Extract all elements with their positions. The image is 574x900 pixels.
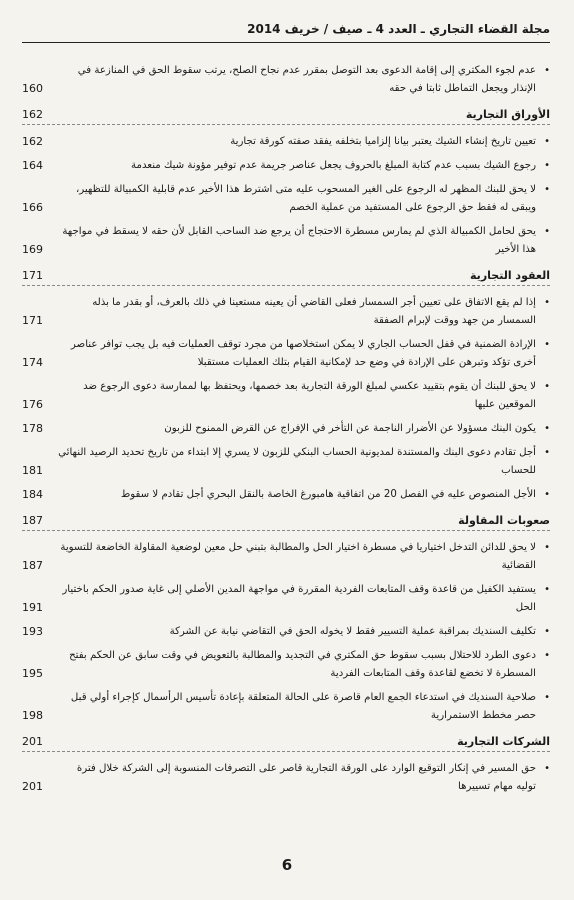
section-title: صعوبات المقاولة: [458, 514, 550, 527]
section-heading: [22, 510, 550, 531]
bullet-icon: •: [544, 489, 550, 500]
bullet-icon: •: [544, 584, 550, 595]
entry-page-number: 201: [22, 735, 43, 748]
entry-page-number: 169: [22, 243, 43, 256]
toc-entry: [22, 62, 550, 98]
toc-entry: [22, 157, 550, 175]
entry-text: أجل تقادم دعوى البنك والمستندة لمديونية الحساب البنكي للزبون لا يسري إلا ابتداء من تاريخ تحديد الرصيد النهائي للحساب: [58, 447, 536, 476]
bullet-icon: •: [544, 423, 550, 434]
entry-text: لا يحق للبنك أن يقوم بتقييد عكسي لمبلغ الورقة التجارية بعد خصمها، ويحتفظ بها لممارسة دعوى الرجوع ضد الموقعين عليها: [83, 381, 536, 410]
section-heading: [22, 265, 550, 286]
entry-page-number: 164: [22, 159, 43, 172]
bullet-icon: •: [544, 160, 550, 171]
toc-entry: [22, 444, 550, 480]
bullet-icon: •: [544, 692, 550, 703]
page-number: 6: [281, 856, 293, 874]
entry-text: يكون البنك مسؤولا عن الأضرار الناجمة عن التأخر في الإفراج عن القرض الممنوح للزبون: [164, 423, 536, 434]
entry-text: دعوى الطرد للاحتلال بسبب سقوط حق المكتري في التجديد والمطالبة بالتعويض في وقت سابق عن الحكم بفتح المسطرة لا تخضع لقاعدة وقف المتابعات الفردية: [69, 650, 536, 679]
entry-page-number: 198: [22, 709, 43, 722]
entry-page-number: 166: [22, 201, 43, 214]
bullet-icon: •: [544, 447, 550, 458]
section-heading: [22, 104, 550, 125]
table-of-contents: [22, 62, 550, 802]
entry-text: صلاحية السنديك في استدعاء الجمع العام قاصرة على الحالة المتعلقة بإعادة تأسيس الرأسمال كإجراء أولي قبل حصر مخطط الاستمرارية: [70, 692, 536, 721]
entry-page-number: 187: [22, 559, 43, 572]
entry-text: لا يحق للدائن التدخل اختياريا في مسطرة اختيار الحل والمطالبة بتبني حل معين لوضعية المقاولة الخاضعة للتسوية القضائية: [60, 542, 536, 571]
section-title: الشركات التجارية: [457, 735, 550, 748]
entry-text: حق المسير في إنكار التوقيع الوارد على الورقة التجارية قاصر على التصرفات المنسوبة إلى الشركة خلال فترة توليه مهام تسييرها: [76, 763, 536, 792]
toc-entry: [22, 647, 550, 683]
entry-page-number: 176: [22, 398, 43, 411]
bullet-icon: •: [544, 297, 550, 308]
bullet-icon: •: [544, 626, 550, 637]
bullet-icon: •: [544, 381, 550, 392]
bullet-icon: •: [544, 226, 550, 237]
bullet-icon: •: [544, 650, 550, 661]
entry-page-number: 191: [22, 601, 43, 614]
entry-page-number: 184: [22, 488, 43, 501]
toc-entry: [22, 133, 550, 151]
toc-entry: [22, 486, 550, 504]
section-title: العقود التجارية: [470, 269, 550, 282]
entry-text: الأجل المنصوص عليه في الفصل 20 من اتفاقية هامبورغ الخاصة بالنقل البحري أجل تقادم لا سقوط: [120, 489, 536, 500]
entry-text: لا يحق للبنك المظهر له الرجوع على الغير المسحوب عليه متى اشترط هذا الأخير عدم قابلية الكمبيالة للتظهير، ويبقى له فقط حق الرجوع على المستفيد من عملية الخصم: [75, 184, 536, 213]
entry-page-number: 195: [22, 667, 43, 680]
toc-entry: [22, 689, 550, 725]
bullet-icon: •: [544, 136, 550, 147]
entry-text: يحق لحامل الكمبيالة الذي لم يمارس مسطرة الاحتجاج أن يرجع ضد الساحب القابل لأن حقه لا يسقط في مواجهة هذا الأخير: [62, 226, 536, 255]
entry-page-number: 174: [22, 356, 43, 369]
toc-entry: [22, 378, 550, 414]
toc-entry: [22, 223, 550, 259]
entry-page-number: 162: [22, 108, 43, 121]
bullet-icon: •: [544, 542, 550, 553]
entry-text: الإرادة الضمنية في قفل الحساب الجاري لا يمكن استخلاصها من مجرد توقف العمليات فيه بل يجب توافر عناصر أخرى تؤكد وتبرهن على الإرادة في وضع حد لإمكانية القيام بتلك العمليات مستقبلا: [70, 339, 536, 368]
entry-page-number: 193: [22, 625, 43, 638]
section-heading: [22, 731, 550, 752]
toc-entry: [22, 539, 550, 575]
bullet-icon: •: [544, 184, 550, 195]
bullet-icon: •: [544, 65, 550, 76]
bullet-icon: •: [544, 339, 550, 350]
entry-page-number: 178: [22, 422, 43, 435]
entry-page-number: 187: [22, 514, 43, 527]
entry-text: رجوع الشيك بسبب عدم كتابة المبلغ بالحروف يجعل عناصر جريمة عدم توفير مؤونة شيك منعدمة: [131, 160, 536, 171]
entry-page-number: 171: [22, 269, 43, 282]
entry-text: عدم لجوء المكتري إلى إقامة الدعوى بعد التوصل بمقرر عدم نجاح الصلح، يرتب سقوط الحق في المنازعة في الإنذار ويجعل التماطل ثابتا في حقه: [77, 65, 536, 94]
toc-entry: [22, 336, 550, 372]
entry-text: إذا لم يقع الاتفاق على تعيين أجر السمسار فعلى القاضي أن يعينه مستعينا في ذلك بالعرف، أو بقدر ما بذله السمسار من جهد ووقت لإبرام الصفقة: [92, 297, 536, 326]
toc-entry: [22, 181, 550, 217]
toc-entry: [22, 623, 550, 641]
entry-page-number: 171: [22, 314, 43, 327]
section-title: الأوراق التجارية: [465, 108, 550, 121]
entry-text: يستفيد الكفيل من قاعدة وقف المتابعات الفردية المقررة في مواجهة المدين الأصلي إلى غاية صدور الحكم باختيار الحل: [62, 584, 536, 613]
entry-text: تعيين تاريخ إنشاء الشيك يعتبر بيانا إلزاميا بتخلفه يفقد صفته كورقة تجارية: [230, 136, 536, 147]
toc-entry: [22, 760, 550, 796]
bullet-icon: •: [544, 763, 550, 774]
journal-header: مجلة القضاء التجاري ـ العدد 4 ـ صيف / خريف 2014: [22, 22, 550, 43]
entry-page-number: 162: [22, 135, 43, 148]
entry-text: تكليف السنديك بمراقبة عملية التسيير فقط لا يخوله الحق في التقاضي نيابة عن الشركة: [169, 626, 536, 637]
entry-page-number: 160: [22, 82, 43, 95]
toc-entry: [22, 420, 550, 438]
entry-page-number: 201: [22, 780, 43, 793]
toc-entry: [22, 581, 550, 617]
toc-entry: [22, 294, 550, 330]
entry-page-number: 181: [22, 464, 43, 477]
